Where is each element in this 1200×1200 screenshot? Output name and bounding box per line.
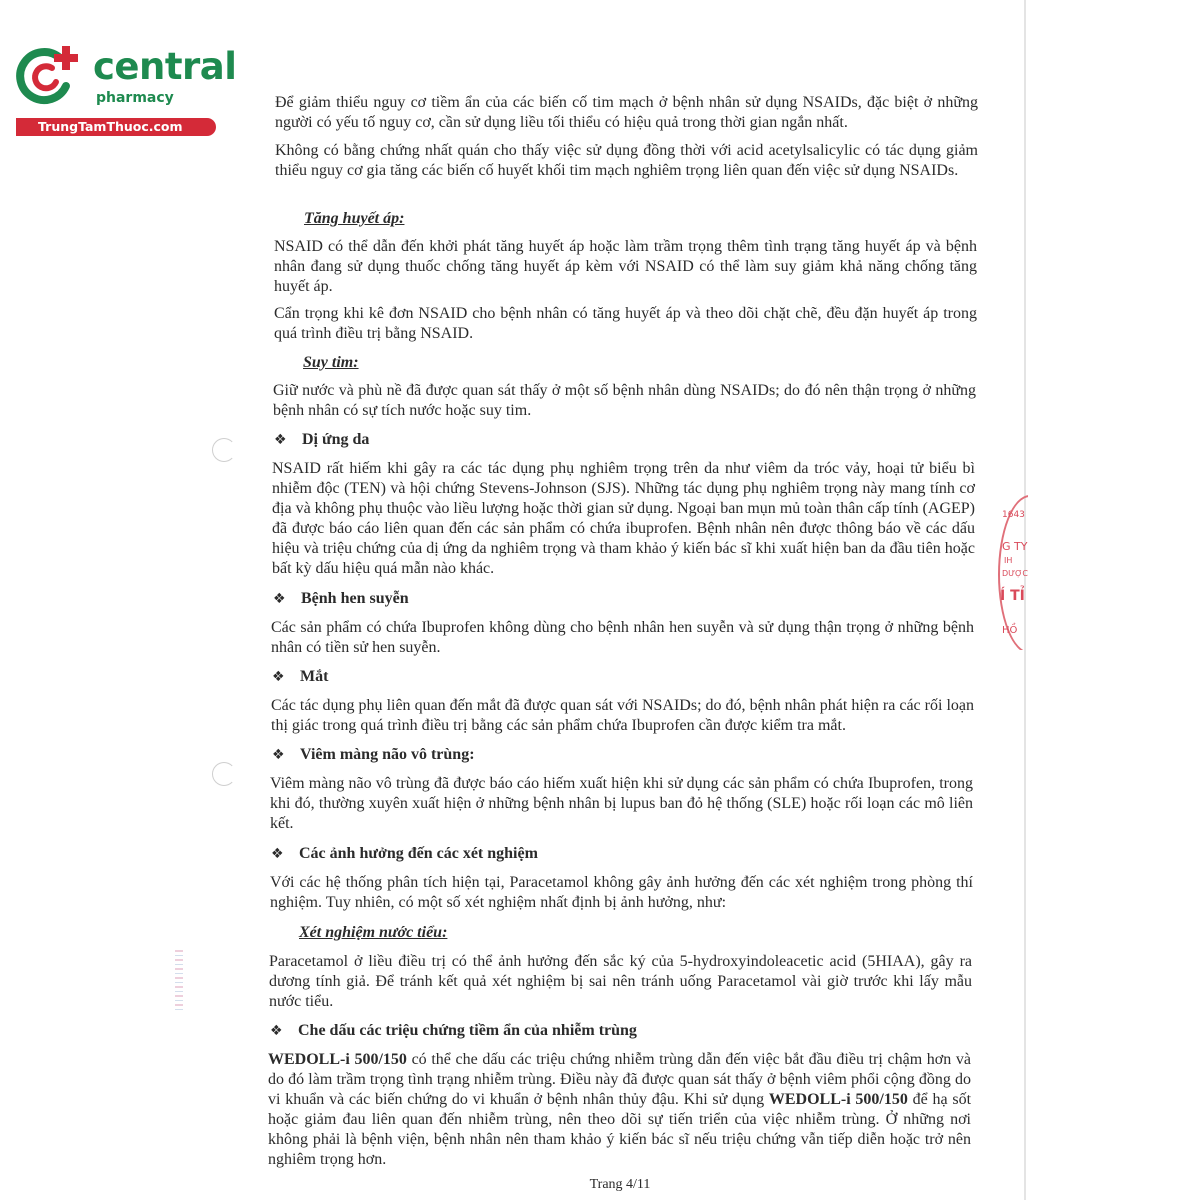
central-pharmacy-logo[interactable]: [8, 38, 237, 138]
paragraph: Các tác dụng phụ liên quan đến mắt đã được quan sát với NSAIDs; do đó, bệnh nhân phát hiện ra các rối loạn thị giác trong quá trình điều trị bằng các sản phẩm chứa Ibuprofen cần được kiểm tra mắt.: [271, 697, 974, 734]
logo-website[interactable]: TrungTamThuoc.com: [38, 119, 183, 134]
heading-lab-tests: [271, 844, 538, 864]
logo-mark-icon: [8, 38, 92, 118]
bullet-icon: ❖: [272, 747, 285, 763]
stamp-text: 1643: [1002, 510, 1025, 520]
paragraph-text: để hạ sốt hoặc giảm đau liên quan đến nhiễm trùng, nên theo dõi sự tiến triển của việc nhiễm trùng. Ở những nơi không phải là bệnh viện, bệnh nhân nên tham khảo ý kiến bác sĩ nếu triệu chứng vẫn tiếp diễn hoặc trở nên nghiêm trọng hơn.: [268, 1091, 972, 1168]
stamp-text: IH: [1004, 556, 1013, 565]
product-name: WEDOLL-i 500/150: [268, 1051, 407, 1068]
bullet-icon: ❖: [272, 669, 285, 685]
paragraph-text: có thể che dấu các triệu chứng nhiễm trùng dẫn đến việc bắt đầu điều trị chậm hơn và do đó làm trầm trọng tình trạng nhiễm trùng. Điều này đã được quan sát thấy ở bệnh viêm phổi cộng đồng do vi khuẩn và các biến chứng do vi khuẩn ở bệnh nhân thủy đậu. Khi sử dụng: [268, 1051, 972, 1108]
product-name: WEDOLL-i 500/150: [768, 1091, 908, 1108]
subheading-heart-failure: Suy tim:: [303, 354, 359, 371]
heading-eye: [272, 667, 328, 687]
company-stamp: [998, 495, 1028, 650]
heading-asthma: [273, 589, 409, 609]
paragraph: NSAID có thể dẫn đến khởi phát tăng huyết áp hoặc làm trầm trọng thêm tình trạng tăng huyết áp và bệnh nhân đang sử dụng thuốc chống tăng huyết áp kèm với NSAID có thể làm suy giảm khả năng chống tăng huyết áp.: [274, 238, 977, 295]
heading-skin-allergy: [274, 430, 369, 450]
paragraph: Giữ nước và phù nề đã được quan sát thấy ở một số bệnh nhân dùng NSAIDs; do đó nên thận trọng ở những bệnh nhân có sự tích nước hoặc suy tim.: [273, 382, 976, 419]
bullet-icon: ❖: [273, 591, 286, 607]
paragraph: Cẩn trọng khi kê đơn NSAID cho bệnh nhân có tăng huyết áp và theo dõi chặt chẽ, đều đặn huyết áp trong quá trình điều trị bằng NSAID.: [274, 305, 977, 342]
paragraph: Các sản phẩm có chứa Ibuprofen không dùng cho bệnh nhân hen suyễn và sử dụng thận trọng ở những bệnh nhân có tiền sử hen suyễn.: [271, 619, 974, 656]
heading-text: Các ảnh hưởng đến các xét nghiệm: [299, 845, 538, 862]
logo-subtitle: pharmacy: [96, 90, 174, 106]
stamp-text: G TY: [1002, 540, 1028, 553]
stamp-text: HỒ: [1002, 625, 1018, 636]
heading-text: Che dấu các triệu chứng tiềm ẩn của nhiễm trùng: [298, 1022, 637, 1039]
paragraph: Không có bằng chứng nhất quán cho thấy việc sử dụng đồng thời với acid acetylsalicylic có tác dụng giảm thiểu nguy cơ gia tăng các biến cố huyết khối tim mạch nghiêm trọng liên quan đến việc sử dụng NSAIDs.: [275, 142, 978, 179]
scan-artifact: [175, 950, 183, 1010]
heading-text: Viêm màng não vô trùng:: [300, 746, 475, 763]
heading-text: Bệnh hen suyễn: [301, 590, 409, 607]
bullet-icon: ❖: [271, 846, 284, 862]
heading-text: Dị ứng da: [302, 431, 370, 448]
heading-meningitis: [272, 745, 475, 765]
stamp-text: DƯỢC: [1002, 569, 1028, 578]
paragraph: Với các hệ thống phân tích hiện tại, Paracetamol không gây ảnh hưởng đến các xét nghiệm trong phòng thí nghiệm. Tuy nhiên, có một số xét nghiệm nhất định bị ảnh hưởng, như:: [270, 874, 973, 911]
punch-hole: [212, 762, 236, 786]
paragraph: Viêm màng não vô trùng đã được báo cáo hiếm xuất hiện khi sử dụng các sản phẩm có chứa Ibuprofen, trong khi đó, thường xuyên xuất hiện ở những bệnh nhân bị lupus ban đỏ hệ thống (SLE) hoặc rối loạn các mô liên kết.: [270, 775, 973, 832]
stamp-text: Í TỈ: [1000, 588, 1025, 604]
paragraph: NSAID rất hiếm khi gây ra các tác dụng phụ nghiêm trọng trên da như viêm da tróc vảy, hoại tử biểu bì nhiễm độc (TEN) và hội chứng Stevens-Johnson (SJS). Những tác dụng phụ nghiêm trọng này mang tính cơ địa và không phụ thuộc vào liều lượng hoặc thời gian sử dụng. Ngoại ban mụn mủ toàn thân cấp tính (AGEP) đã được báo cáo liên quan đến các sản phẩm có chứa ibuprofen. Bệnh nhân nên được thông báo về các dấu hiệu và triệu chứng của dị ứng da nghiêm trọng và tham khảo ý kiến bác sĩ khi xuất hiện ban da đầu tiên hoặc bất kỳ dấu hiệu quá mẫn nào khác.: [272, 460, 975, 577]
page-number: Trang 4/11: [589, 1177, 651, 1192]
logo-name: central: [93, 45, 237, 88]
subheading-urine-test: Xét nghiệm nước tiểu:: [299, 924, 448, 941]
bullet-icon: ❖: [270, 1023, 283, 1039]
paragraph: [268, 1050, 971, 1170]
subheading-hypertension: Tăng huyết áp:: [304, 210, 405, 227]
heading-text: Mắt: [300, 668, 329, 685]
heading-infection-masking: [270, 1021, 637, 1041]
bullet-icon: ❖: [274, 432, 287, 448]
punch-hole: [212, 438, 236, 462]
paragraph: Để giảm thiểu nguy cơ tiềm ẩn của các biến cố tim mạch ở bệnh nhân sử dụng NSAIDs, đặc biệt ở những người có yếu tố nguy cơ, cần sử dụng liều tối thiểu có hiệu quả trong thời gian ngắn nhất.: [275, 94, 978, 131]
paragraph: Paracetamol ở liều điều trị có thể ảnh hưởng đến sắc ký của 5-hydroxyindoleacetic acid (5HIAA), gây ra dương tính giả. Để tránh kết quả xét nghiệm bị sai nên tránh uống Paracetamol vài giờ trước khi lấy mẫu nước tiểu.: [269, 953, 972, 1010]
